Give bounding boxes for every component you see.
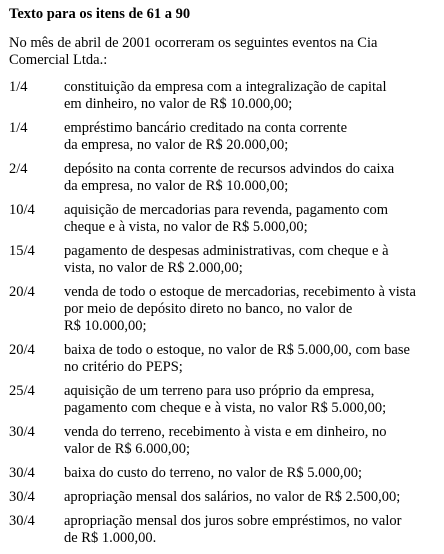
event-description-line: aquisição de mercadorias para revenda, pagamento com (64, 202, 389, 218)
event-list (0, 79, 414, 554)
event-description (64, 202, 444, 236)
event-description-line: cheque e à vista, no valor de R$ 5.000,00; (64, 219, 308, 235)
event-item (0, 383, 414, 417)
event-date: 15/4 (9, 243, 35, 259)
event-description-line: pagamento com cheque e à vista, no valor R$ 5.000,00; (64, 400, 387, 416)
event-description-line: apropriação mensal dos salários, no valor de R$ 2.500,00; (64, 489, 401, 505)
event-description (64, 513, 444, 547)
event-date: 10/4 (9, 202, 35, 218)
event-date: 30/4 (9, 513, 35, 529)
event-item (0, 489, 414, 506)
event-description-line: constituição da empresa com a integralização de capital (64, 79, 387, 95)
event-description (64, 120, 444, 154)
event-date: 30/4 (9, 424, 35, 440)
event-description-line: aquisição de um terreno para uso próprio da empresa, (64, 383, 375, 399)
event-description-line: por meio de depósito direto no banco, no valor de (64, 301, 353, 317)
event-item (0, 342, 414, 376)
event-description-line: depósito na conta corrente de recursos advindos do caixa (64, 161, 395, 177)
event-item (0, 120, 414, 154)
event-date: 20/4 (9, 342, 35, 358)
section-title: Texto para os itens de 61 a 90 (9, 6, 191, 22)
event-date: 30/4 (9, 489, 35, 505)
event-date: 25/4 (9, 383, 35, 399)
event-date: 20/4 (9, 284, 35, 300)
event-date: 2/4 (9, 161, 28, 177)
event-description (64, 465, 444, 482)
event-item (0, 424, 414, 458)
event-description-line: em dinheiro, no valor de R$ 10.000,00; (64, 96, 293, 112)
intro-line: No mês de abril de 2001 ocorreram os seguintes eventos na Cia (9, 35, 378, 51)
event-description-line: pagamento de despesas administrativas, com cheque e à (64, 243, 389, 259)
event-description-line: da empresa, no valor de R$ 10.000,00; (64, 178, 289, 194)
event-item (0, 243, 414, 277)
event-description-line: vista, no valor de R$ 2.000,00; (64, 260, 243, 276)
event-description-line: no critério do PEPS; (64, 359, 183, 375)
intro-line: Comercial Ltda.: (9, 52, 108, 68)
event-description (64, 161, 444, 195)
event-item (0, 513, 414, 547)
event-description-line: empréstimo bancário creditado na conta corrente (64, 120, 348, 136)
event-item (0, 202, 414, 236)
event-date: 1/4 (9, 120, 28, 136)
event-description-line: baixa de todo o estoque, no valor de R$ 5.000,00, com base (64, 342, 410, 358)
event-date: 30/4 (9, 465, 35, 481)
event-description-line: apropriação mensal dos juros sobre empréstimos, no valor (64, 513, 402, 529)
event-date: 1/4 (9, 79, 28, 95)
intro-paragraph (9, 35, 439, 69)
event-item (0, 79, 414, 113)
event-description-line: baixa do custo do terreno, no valor de R$ 5.000,00; (64, 465, 362, 481)
event-description (64, 424, 444, 458)
event-item (0, 284, 414, 335)
event-description (64, 284, 444, 335)
event-description-line: venda do terreno, recebimento à vista e em dinheiro, no (64, 424, 387, 440)
event-description (64, 383, 444, 417)
event-description-line: da empresa, no valor de R$ 20.000,00; (64, 137, 289, 153)
event-description (64, 489, 444, 506)
event-item (0, 161, 414, 195)
event-description (64, 79, 444, 113)
event-description (64, 243, 444, 277)
event-item (0, 465, 414, 482)
event-description-line: R$ 10.000,00; (64, 318, 147, 334)
event-description (64, 342, 444, 376)
event-description-line: venda de todo o estoque de mercadorias, recebimento à vista (64, 284, 416, 300)
event-description-line: valor de R$ 6.000,00; (64, 441, 191, 457)
event-description-line: de R$ 1.000,00. (64, 530, 157, 546)
